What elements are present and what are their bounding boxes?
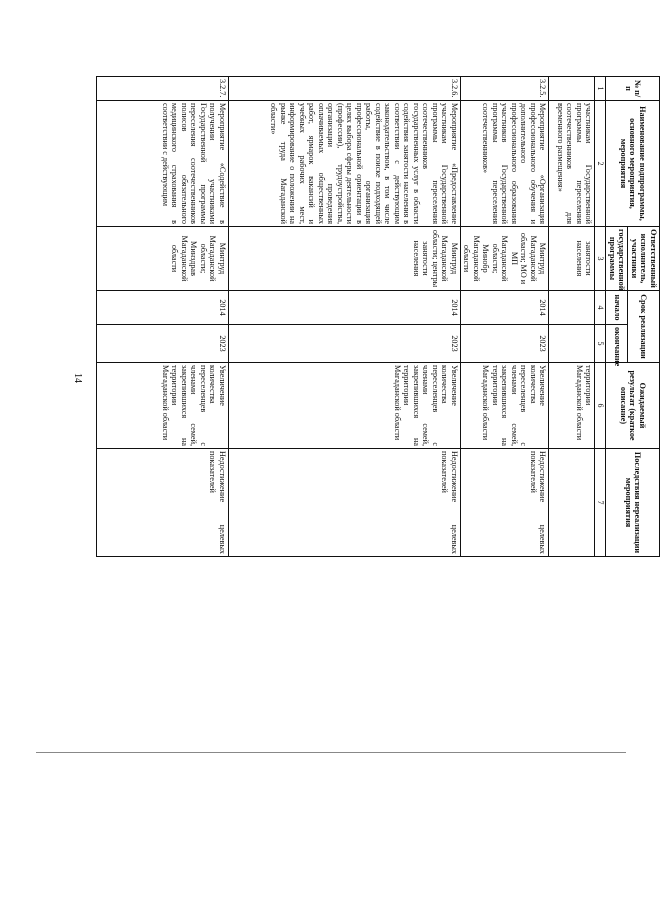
row-result: Увеличение количества переселенцев с членами семей, закрепившихся на территории Магаданской области (461, 363, 550, 449)
row-executor: занятости населения (549, 227, 595, 291)
program-activities-table (96, 76, 660, 557)
header-consequences: Последствия нереализации мероприятия (606, 449, 660, 557)
column-number: 6 (595, 363, 606, 449)
column-number: 2 (595, 101, 606, 227)
row-start: 2014 (461, 291, 550, 325)
header-start: начало (606, 291, 628, 325)
column-number: 4 (595, 291, 606, 325)
row-start: 2014 (97, 291, 229, 325)
row-activity-name: Мероприятие «Содействие в получении участниками Государственной программы переселения соотечественников полисов обязательного медицинского страхования в соответствии с действующим (97, 101, 229, 227)
row-number: 3.2.6. (229, 77, 461, 101)
row-result: Увеличение количества переселенцев с членами семей, закрепившихся на территории Магаданской области (229, 363, 461, 449)
row-activity-name: участникам Государственной программы переселения соотечественников для временного размещения» (549, 101, 595, 227)
row-number (549, 77, 595, 101)
row-number: 3.2.7. (97, 77, 229, 101)
row-executor: Минтруд Магаданской области; МО и МП Магаданской области; Минобр Магаданской области (461, 227, 550, 291)
header-result: Ожидаемый результат (краткое описание) (606, 363, 660, 449)
horizontal-divider (36, 752, 626, 753)
page-number: 14 (72, 373, 83, 383)
column-number-row (595, 77, 606, 557)
header-term: Срок реализации (628, 291, 660, 363)
row-executor: Минтруд Магаданской области; Минздрав Магаданской области (97, 227, 229, 291)
row-end: 2023 (461, 325, 550, 363)
table-row (549, 77, 595, 557)
row-consequence: Недостижение целевых показателей (461, 449, 550, 557)
row-end: 2023 (229, 325, 461, 363)
row-result: территории Магаданской области (549, 363, 595, 449)
rotated-table-container (96, 76, 660, 556)
row-start (549, 291, 595, 325)
table-row (229, 77, 461, 557)
row-executor: Минтруд Магаданской области; центры занятости населения (229, 227, 461, 291)
row-consequence: Недостижение целевых показателей (97, 449, 229, 557)
row-number: 3.2.5. (461, 77, 550, 101)
header-num: № п/п (606, 77, 660, 101)
header-row-1 (628, 77, 660, 557)
row-activity-name: Мероприятие «Предоставление участникам Государственной программы переселения соотечественников государственных услуг в области содействия занятости населения в соответствии с действующим законодательством, в том числе содействие в поиске подходящей работы, организация профессиональной ориентации в целях выбора сферы деятельности (профессии), трудоустройства, организации проведения оплачиваемых общественных работ, ярмарок вакансий и учебных рабочих мест, информирование о положении на рынке труда Магаданской области» (229, 101, 461, 227)
row-end (549, 325, 595, 363)
column-number: 3 (595, 227, 606, 291)
row-activity-name: Мероприятие «Организация профессионального обучения и дополнительного профессионального образования участников Государственной программы переселения соотечественников» (461, 101, 550, 227)
row-consequence (549, 449, 595, 557)
header-executor-sub: государственной программы (606, 227, 628, 291)
column-number: 7 (595, 449, 606, 557)
table-row (97, 77, 229, 557)
column-number: 5 (595, 325, 606, 363)
row-consequence: Недостижение целевых показателей (229, 449, 461, 557)
row-end: 2023 (97, 325, 229, 363)
header-end: окончание (606, 325, 628, 363)
column-number: 1 (595, 77, 606, 101)
header-name: Наименование подпрограммы, основного мероприятия, мероприятия (606, 101, 660, 227)
row-start: 2014 (229, 291, 461, 325)
row-result: Увеличение количества переселенцев с членами семей, закрепившихся на территории Магаданской области (97, 363, 229, 449)
header-executor: Ответственный исполнитель, участники (628, 227, 660, 291)
table-row (461, 77, 550, 557)
